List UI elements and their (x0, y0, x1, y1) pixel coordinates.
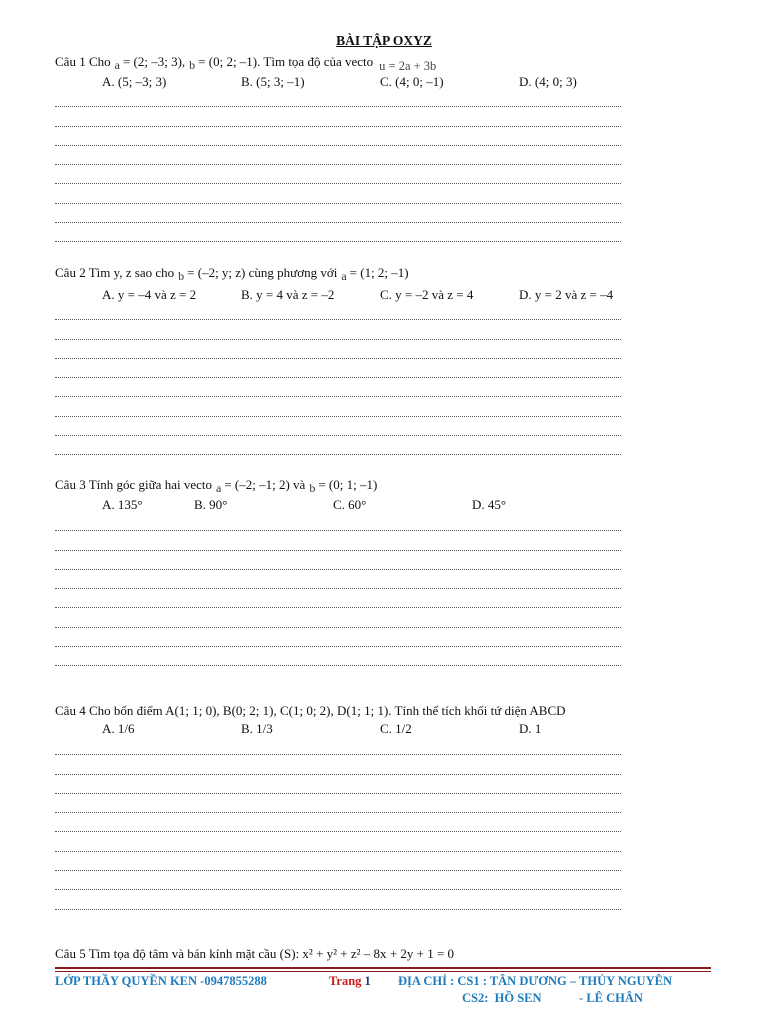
option-b: B. 90° (194, 497, 228, 512)
vector-b-value: = (–2; y; z) cùng phương với (187, 265, 338, 280)
vector-a-value: = (2; –3; 3), (122, 54, 186, 69)
footer-address-line1: ĐỊA CHỈ : CS1 : TÂN DƯƠNG – THỦY NGUYÊN (398, 974, 672, 988)
worksheet-title: BÀI TẬP OXYZ (336, 33, 432, 48)
option-b: B. y = 4 và z = –2 (241, 287, 335, 302)
footer-page-number: 1 (364, 974, 371, 988)
question-2-label: Câu 2 Tìm y, z sao cho (55, 265, 175, 280)
option-c: C. 60° (333, 497, 367, 512)
option-d: D. 45° (472, 497, 507, 512)
option-b: B. 1/3 (241, 721, 273, 736)
footer-rule-bottom (55, 971, 711, 972)
footer-rule-top (55, 967, 711, 969)
question-1 (55, 54, 655, 73)
vector-u-expression: u = 2a + 3b (379, 59, 437, 73)
option-d: D. 1 (519, 721, 542, 736)
vector-b-value: = (0; 1; –1) (318, 477, 378, 492)
question-3 (55, 477, 655, 493)
question-3-label: Câu 3 Tính góc giữa hai vecto (55, 477, 212, 492)
option-a: A. 1/6 (102, 721, 135, 736)
footer-page (329, 974, 371, 989)
option-a: A. (5; –3; 3) (102, 74, 167, 89)
footer-teacher: LỚP THẦY QUYỀN KEN -0947855288 (55, 974, 267, 988)
vector-b-symbol: b (189, 58, 196, 72)
option-c: C. y = –2 và z = 4 (380, 287, 474, 302)
vector-a-symbol: a (216, 481, 222, 495)
vector-b-value: = (0; 2; –1). Tìm tọa độ của vecto (198, 54, 374, 69)
option-c: C. (4; 0; –1) (380, 74, 444, 89)
question-5: Câu 5 Tìm tọa độ tâm và bán kính mặt cầu (S): x² + y² + z² – 8x + 2y + 1 = 0 (55, 946, 455, 961)
option-a: A. 135° (102, 497, 143, 512)
option-c: C. 1/2 (380, 721, 412, 736)
question-2 (55, 265, 655, 281)
question-4: Câu 4 Cho bốn điểm A(1; 1; 0), B(0; 2; 1), C(1; 0; 2), D(1; 1; 1). Tính thể tích khối tứ diện ABCD (55, 703, 566, 718)
answer-lines-3 (55, 512, 621, 666)
vector-a-symbol: a (341, 269, 347, 283)
question-1-label: Câu 1 Cho (55, 54, 111, 69)
footer-address-line2: CS2: HỒ SEN - LÊ CHÂN (462, 991, 643, 1005)
answer-lines-4 (55, 736, 621, 910)
vector-b-symbol: b (178, 269, 185, 283)
vector-a-value: = (–2; –1; 2) và (224, 477, 306, 492)
option-a: A. y = –4 và z = 2 (102, 287, 197, 302)
vector-a-value: = (1; 2; –1) (349, 265, 409, 280)
answer-lines-1 (55, 88, 621, 242)
option-d: D. (4; 0; 3) (519, 74, 577, 89)
footer-page-label: Trang (329, 974, 362, 988)
vector-b-symbol: b (309, 481, 316, 495)
vector-a-symbol: a (114, 58, 120, 72)
option-d: D. y = 2 và z = –4 (519, 287, 614, 302)
answer-lines-2 (55, 301, 621, 455)
option-b: B. (5; 3; –1) (241, 74, 305, 89)
